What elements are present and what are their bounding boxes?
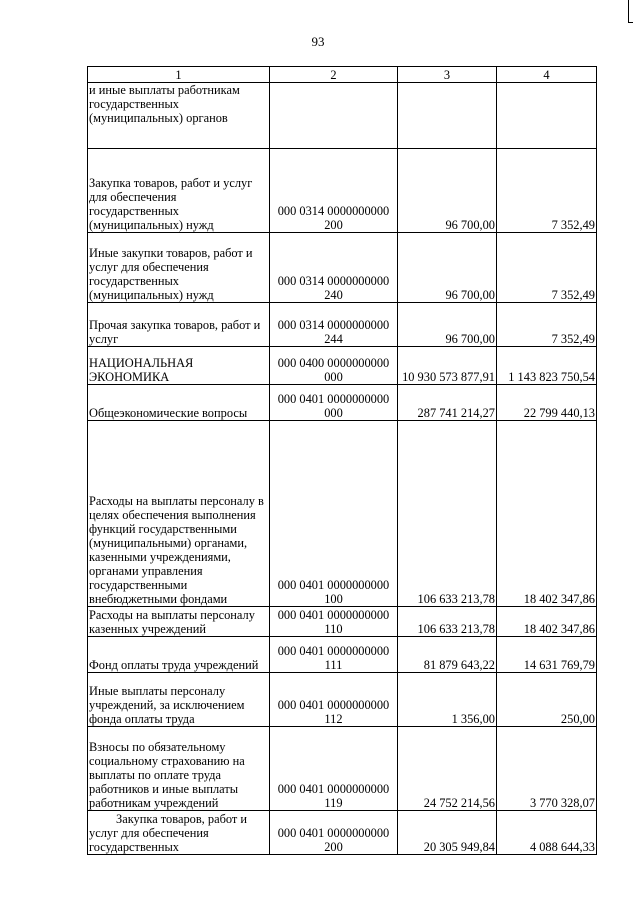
header-col-4: 4 [497,67,597,83]
row-plan-amount: 106 633 213,78 [398,421,497,607]
table-row [88,83,597,149]
table-row [88,421,597,607]
row-code: 000 0401 0000000000 000 [270,385,398,421]
header-row [88,67,597,83]
row-plan-amount: 81 879 643,22 [398,637,497,673]
row-actual-amount: 7 352,49 [497,303,597,347]
row-plan-amount: 96 700,00 [398,303,497,347]
header-col-1: 1 [88,67,270,83]
row-plan-amount: 20 305 949,84 [398,811,497,855]
row-name: НАЦИОНАЛЬНАЯ ЭКОНОМИКА [88,347,270,385]
row-actual-amount: 250,00 [497,673,597,727]
row-name: Закупка товаров, работ и услуг для обеспечения государственных [88,811,270,855]
row-plan-amount: 106 633 213,78 [398,607,497,637]
header-col-3: 3 [398,67,497,83]
row-plan-amount: 96 700,00 [398,149,497,233]
row-actual-amount [497,83,597,149]
row-actual-amount: 3 770 328,07 [497,727,597,811]
header-col-2: 2 [270,67,398,83]
row-code: 000 0314 0000000000 244 [270,303,398,347]
row-code: 000 0401 0000000000 110 [270,607,398,637]
row-plan-amount: 287 741 214,27 [398,385,497,421]
row-actual-amount: 14 631 769,79 [497,637,597,673]
row-code: 000 0401 0000000000 200 [270,811,398,855]
row-actual-amount: 7 352,49 [497,233,597,303]
budget-table-body [88,67,597,855]
row-code: 000 0401 0000000000 100 [270,421,398,607]
table-row [88,673,597,727]
page-edge-mark [628,0,633,23]
row-actual-amount: 1 143 823 750,54 [497,347,597,385]
row-code: 000 0314 0000000000 240 [270,233,398,303]
row-name: Иные выплаты персоналу учреждений, за исключением фонда оплаты труда [88,673,270,727]
row-actual-amount: 18 402 347,86 [497,607,597,637]
row-actual-amount: 7 352,49 [497,149,597,233]
row-name: Закупка товаров, работ и услуг для обеспечения государственных (муниципальных) нужд [88,149,270,233]
table-row [88,637,597,673]
row-code [270,83,398,149]
page-number: 93 [311,34,325,49]
row-code: 000 0400 0000000000 000 [270,347,398,385]
table-row [88,607,597,637]
table-row [88,303,597,347]
row-name: Прочая закупка товаров, работ и услуг [88,303,270,347]
row-code: 000 0314 0000000000 200 [270,149,398,233]
row-code: 000 0401 0000000000 119 [270,727,398,811]
table-row [88,149,597,233]
row-code: 000 0401 0000000000 112 [270,673,398,727]
table-row [88,347,597,385]
row-actual-amount: 4 088 644,33 [497,811,597,855]
row-name: и иные выплаты работникам государственных (муниципальных) органов [88,83,270,149]
row-name: Общеэкономические вопросы [88,385,270,421]
row-plan-amount [398,83,497,149]
row-name: Расходы на выплаты персоналу в целях обеспечения выполнения функций государственными (муниципальными) органами, казенными учреждениями, органами управления государственными внебюджетными фондами [88,421,270,607]
table-row [88,233,597,303]
table-row [88,727,597,811]
row-plan-amount: 10 930 573 877,91 [398,347,497,385]
row-actual-amount: 18 402 347,86 [497,421,597,607]
table-row [88,385,597,421]
row-code: 000 0401 0000000000 111 [270,637,398,673]
row-name: Фонд оплаты труда учреждений [88,637,270,673]
row-actual-amount: 22 799 440,13 [497,385,597,421]
row-plan-amount: 96 700,00 [398,233,497,303]
row-plan-amount: 1 356,00 [398,673,497,727]
budget-table [87,66,597,855]
row-plan-amount: 24 752 214,56 [398,727,497,811]
row-name: Расходы на выплаты персоналу казенных учреждений [88,607,270,637]
row-name: Иные закупки товаров, работ и услуг для обеспечения государственных (муниципальных) нужд [88,233,270,303]
table-row [88,811,597,855]
row-name: Взносы по обязательному социальному страхованию на выплаты по оплате труда работников и иные выплаты работникам учреждений [88,727,270,811]
